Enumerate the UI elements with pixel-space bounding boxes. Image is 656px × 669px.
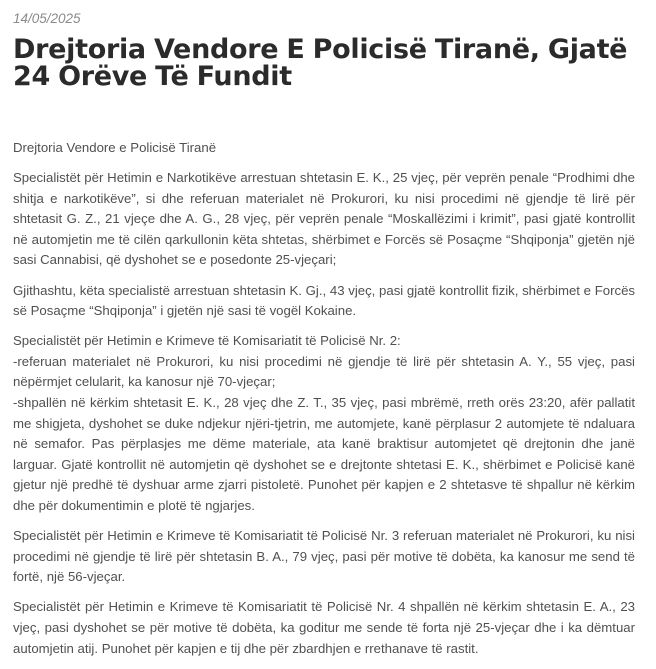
page-scrollbar[interactable]: [648, 0, 656, 600]
article-title: Drejtoria Vendore E Policisë Tiranë, Gjatë 24 Orëve Të Fundit: [13, 34, 628, 92]
article-body: [13, 138, 635, 659]
article-paragraph: Specialistët për Hetimin e Krimeve të Komisariatit të Policisë Nr. 4 shpallën në kërkim shtetasin E. A., 23 vjeç, pasi dyshohet se për motive të dobëta, ka goditur me sende të forta një 25-vjeçar dhe i ka dëmtuar automjetin atij. Punohet për kapjen e tij dhe për zbardhjen e rrethanave të rastit.: [13, 599, 635, 656]
article-paragraph: Specialistët për Hetimin e Krimeve të Komisariatit të Policisë Nr. 3 referuan materialet në Prokurori, ku nisi procedimi në gjendje të lirë për shtetasin B. A., 79 vjeç, pasi për motive të dobëta, ka kanosur me send të fortë, një 56-vjeçar.: [13, 528, 635, 585]
article-paragraph: Drejtoria Vendore e Policisë Tiranë: [13, 140, 217, 155]
article: [13, 0, 635, 669]
article-paragraph: Specialistët për Hetimin e Krimeve të Komisariatit të Policisë Nr. 2: -referuan materialet në Prokurori, ku nisi procedimi në gjendje të lirë për shtetasin A. Y., 55 vjeç, pasi nëpërmjet celularit, ka kanosur një 70-vjeçar; -shpallën në kërkim shtetasit E. K., 28 vjeç dhe Z. T., 35 vjeç, pasi mbrëmë, rreth orës 23:20, afër pallatit me shigjeta, dyshohet se duke ndjekur njëri-tjetrin, me automjete, kanë përplasur 2 automjete të ndaluara në semafor. Pas përplasjes me dëme materiale, ata kanë braktisur automjetet që drejtonin dhe janë larguar. Gjatë kontrollit në automjetin që dyshohet se e drejtonte shtetasi E. K., shërbimet e Policisë kanë gjetur një predhë të dyshuar arme zjarri pistoletë. Punohet për kapjen e 2 shtetasve të shpallur në kërkim dhe për dokumentimin e plotë të ngjarjes.: [13, 333, 635, 513]
article-paragraph: Gjithashtu, këta specialistë arrestuan shtetasin K. Gj., 43 vjeç, pasi gjatë kontrollit fizik, shërbimet e Forcës së Posaçme “Shqiponja” i gjetën një sasi të vogël Kokaine.: [13, 282, 635, 319]
article-paragraph: Specialistët për Hetimin e Narkotikëve arrestuan shtetasin E. K., 25 vjeç, për veprën penale “Prodhimi dhe shitja e narkotikëve”, si dhe referuan materialet në Prokurori, ku nisi procedimi në gjendje të lirë për shtetasit G. Z., 21 vjeçe dhe A. G., 28 vjeç, për veprën penale “Moskallëzimi i krimit”, pasi gjatë kontrollit në automjetin me të cilën qarkullonin këta shtetas, shërbimet e Forcës së Posaçme “Shqiponja” gjetën një sasi Cannabisi, që dyshohet se e posedonte 25-vjeçari;: [13, 170, 635, 268]
article-date: 14/05/2025: [13, 11, 81, 26]
